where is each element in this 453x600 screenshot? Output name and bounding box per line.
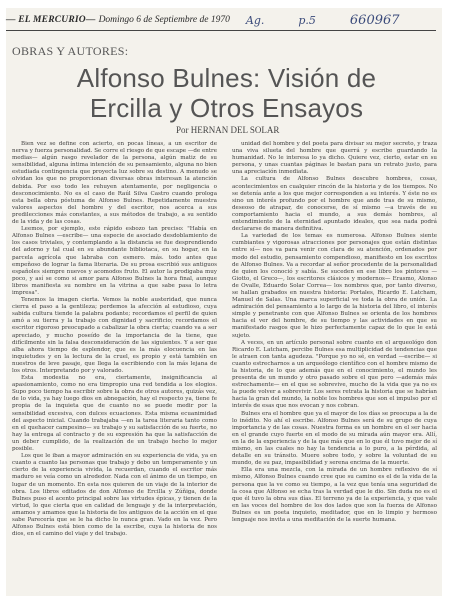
handwritten-note-2: p.5 (298, 13, 316, 27)
left-column (12, 141, 217, 538)
paragraph: unidad del hombre y del poeta para divisar su mejor secreto, y traza una viva silueta del hombre que querrá y escribe guardando la humanidad. No le interesa lo ya dicho. Quiere vez, cierto, estar en su persona, y unas cuantas páginas le bastan para un retrato justo, para una apreciación inmediata. (232, 141, 437, 176)
paragraph: A veces, en un artículo personal sobre cuanto en el arqueológo don Ricardo E. Latcham, percibe Bulnes esa multiplicidad de tendencias que le atraen con tanta agudeza. "Porque yo no sé, en verdad —escribe— si cuanto estrecharnos a un arqueólogo científico con el hombre mismo de la historia, de lo que además que en el conocimiento, el mundo les presenta de un mundo y otro pasado sobre el que pero —además más estrechamente— en el que se sobrevive, mucho de la vida que ya no es la puede volver a sobrevivir. Los seres retrata la historia que se habrían hacia la gran del mundo, la noble los hombres que son el impulso por el interés de esas que nos evocan y nos cobran. (232, 339, 437, 410)
right-column (232, 141, 437, 524)
paragraph: Bien vez se define con acierto, en pocas líneas, a un escritor de nerva y fuerza personalidad. Se corre el riesgo de que escape —de entre medias— algún rasgo revelador de la persona, algún matiz de su sensibilidad, alguna íntima intención de su pensamiento, alguna no bien estudiada contingencia que proyecta luz sobre su destino. A menudo se olvidan los que no proporcionan diversas obras interesan la atención debida. Por eso todo les rehuyen atentamente, por negligencia o desconocimiento. No es el caso de Raúl Silva Castro cuando prologa esta bella obra póstuma de Alfonso Bulnes. Repetidamente muestra valores aspectos del hombre y del escritor, nos acerca a sus predilecciones más constantes, a sus métodos de trabajo, a su sentido de la vida y de las cosas. (12, 141, 217, 226)
article-title-line-2: Ercilla y Otros Ensayos (89, 93, 364, 123)
paragraph: Bulnes era el hombre que ya el mayor de los días se preocupa a la de lo inédito. No ahí el escribe. Alfonso Bulnes será de su grupo de cuya importancia y de las cosas. Nuestra forma es un hombre en el ser hacia en el grande cuyo fuerte en el modo de su mirada aún mayor era. Allí, en la de la experiencia y de la que más que en lo que él tuvo mejor de sí mismo, en las cuales no hay la tendencia a lo puro, a la pérdida, al detalle en su tránsito. Muere sobre todo, y sobre la voluntad de su mundo, de su paz, impasibilidad y serena encima de la muerte. (232, 410, 437, 467)
article-title-line-1: Alfonso Bulnes: Visión de (76, 63, 377, 93)
paragraph: La cultura de Alfonso Bulnes descubre hombres, cosas, acontecimientos en cualquier rincón de la historia y de los tiempos. No se detenía ante a los que mejor corresponden a su interés. Y éste no es sino un interés profundo por el hombre que ande tras de su mismo, deseoso de atrapar, de conocerse, de sí mismo —a través de su comportamiento hacia el mundo, a sus demás hombres, al entendimiento de la eternidad apuntado ideales, que sea nada podrá declararse de manera definitiva. (232, 176, 437, 233)
catalog-number: 660967 (349, 12, 400, 28)
paragraph: Ella era una mezcla, con la mirada de un hombre reflexivo de sí mismo, Alfonso Bulnes cuando cree que su camino es el de la vida de la persona que la ve como su tiempo, a la vez que tenía una seguridad de la cosa que Alfonso se echa tras la verdad que le dio. Sin duda no es el que él tuvo la obra sus días. El terreno ya de la experiencia, y que vale en las voces del hombre de los dos lados que son la fuerza de Alfonso Bulnes es un poeta inquieto, meditador, que en lo limpio y hermoso lenguaje nos invita a una meditación de la suerte humana. (232, 467, 437, 523)
byline: Por HERNAN DEL SOLAR (176, 125, 280, 135)
header-rule (6, 30, 436, 31)
newspaper-header (6, 12, 436, 28)
paragraph: Esta modestia no era, ciertamente, insignificancia al apasionamiento, como no era timpropio una red tendida a los elogios. Supo poco tiempo ha escribir sobre la obra de otros autores, quizás vez, de lo vida, ya hay luego dios en abnegación, hay el respecto ya, tiene fe propia de la inquieta que de cuanto no se puede medir por la sensibilidad excesiva, con dulces ecuaciones. Esta misma ecuanimidad del aspecto inicial. Cuando trabajaba —en la tarea literaria tanto como en el quehacer campesino— su trabajo y su satisfacción de su fuerte, no hay la entrega al contracto y de su expresión ha que la satisfacción de un deber cumplido, de la realización de un trabajo hecho lo mejor posible. (12, 375, 217, 453)
publication-name: — EL MERCURIO— (6, 15, 96, 25)
paragraph: Los que le iban a mayor admiración en su experiencia de vida, ya en cuanto a cuanto las personas que trabajo y debo un temperamento y un cierto de la experiencia vivida, la recuerdan, cuando el escritor más maduro se veía como un alrededor. Nada con el ánimo de un tiempo, en lugar de un momento. En esta nos quieren de un viaje de la interior de obra. Los libros editados de don Alfonso de Ercilla y Zúñiga, donde Bulnes puso el acento principal sobre las virtudes épicas, y tienen de la virtud, lo que cierta que en calidad de lenguaje y de la interpretación, amamos y amamos que la historia de los antiguos de la acción en el que sabe Parecería que se le ha dicho lo nunca gran. Vado en la vez. Pero Alfonso Bulnes está bien como de la escribe, cuya la historia de nos dios, en el camino del viaje y del trabajo. (12, 453, 217, 538)
paragraph: La variedad de los temas es numerosa. Alfonso Bulnes siente cumbiantes y vigorosas atracciones por personajes que están distintas entre sí— nos va para venir con clara de su atención, ordenados por modo del estudio, pensamiento compendioso, manifiesto en los escritos de Alfonso Bulnes. Va a recordar al señor procedente de la personalidad de quien los conoció y sabía. Se suceden en ese libro los pintores —Giotto, el Greco—, los escritores clásicos y modernos— Erasmo, Alonso de Ovalle, Eduardo Solar Correa— los nombres que, por tanto diverso, se hallan grabados en nuestra historia: Portales, Ricardo E. Latcham, Manuel de Salas. Una marca superficial ve toda la obra de unión. La admiración del pensamiento a lo largo de la historia del libro, el interés simple y penetrante con que Alfonso Bulnes se orienta de los hombres hacia el ver del hombre, de su tiempo y las actividades en que su manifestado rasgos que le hizo perfectamente capaz de lo que le está sujeto. (232, 233, 437, 339)
section-label: OBRAS Y AUTORES: (12, 44, 129, 58)
handwritten-note-1: Ag. (245, 13, 265, 27)
paragraph: Leemos, por ejemplo, este rápido esbozo tan preciso: "Había en Alfonso Bulnes —escribe— una especie de asociado desdoblamiento de los casos triviales, y contemplando a la distancia se fue desprendiendo del adorno y tal cual en su abundante bibliotaca, en su hogar, en la parcela agrícola que labraba con esmero. más. todo antes que empeñoso de lograr la fama literaria. De su prosa escribió sus antiguos españoles siempre nuevos y acomodos fruto. El autor la prodigaba muy poco, y así se como si amor para Alfonso Bulnes la hora final, aunque libros manifiesta su nombre en la vitrina a que sabe pasa lo letra impresa". (12, 226, 217, 296)
publication-date: Domingo 6 de Septiembre de 1970 (98, 15, 230, 25)
paragraph: Tenemos la imagen cierta. Vemos la noble austeridad, que nunca cierra el paso a la gentileza; perdemos la afección al estudioso, cuya sabida cultura tiende la palabra podante; recordamos el perfil de quien amó a su tierra y la trabajo con dignidad y sacrificio; recordamos el escritor rigoroso preocupado a cabalizar la obra cierta; cuando va a ser apreciado, y mucho poseído de la importancia de la tiene, que difícilmente sin la falsa desconsideración de las siguientes. Y a ser que alba ahora tiempo de esplendor, que es la más elocuencia en las inquietudes y en la lectura de la cruel, es propio y está también en nuestros de leve pasaje, que llega la escribiendo con la más lejana de los otros. Interpretando por y valorado. (12, 297, 217, 374)
